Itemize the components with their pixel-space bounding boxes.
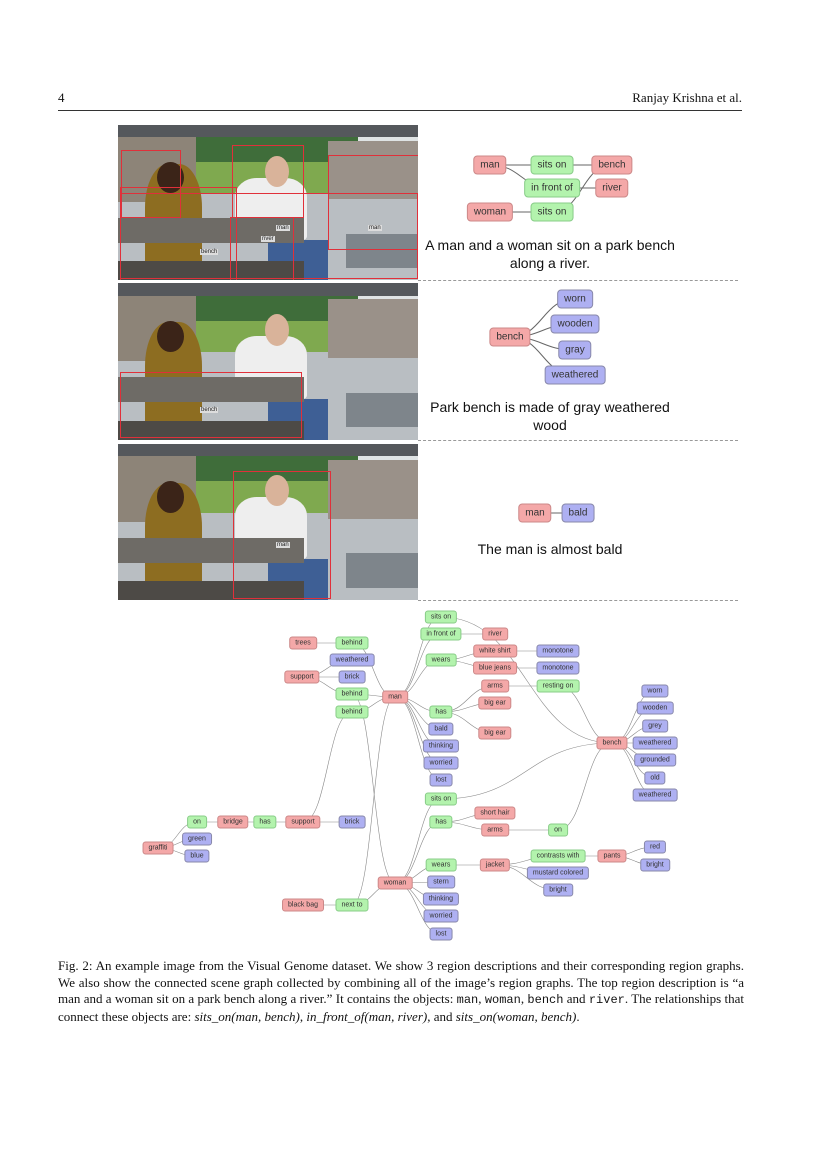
graph-edge <box>352 697 395 905</box>
attribute-node: wooden <box>637 702 674 715</box>
object-node: blue jeans <box>473 662 517 675</box>
object-node: river <box>595 179 628 198</box>
relationship-node: wears <box>426 859 457 872</box>
attribute-node: thinking <box>423 893 459 906</box>
relationship-node: wears <box>426 654 457 667</box>
attribute-node: weathered <box>633 789 678 802</box>
attribute-node: worried <box>424 757 459 770</box>
graph-edge <box>558 686 612 743</box>
object-node: white shirt <box>473 645 517 658</box>
attribute-node: old <box>644 772 665 785</box>
relationship-node: has <box>429 816 452 829</box>
object-node: river <box>482 628 508 641</box>
attribute-node: red <box>644 841 666 854</box>
attribute-node: monotone <box>536 662 579 675</box>
object-node: big ear <box>478 727 511 740</box>
attribute-node: brick <box>339 816 366 829</box>
attribute-node: lost <box>430 774 453 787</box>
object-node: bench <box>596 737 627 750</box>
relationship-node: on <box>187 816 207 829</box>
relationship-node: sits on <box>531 156 574 175</box>
relationship-node: in front of <box>524 179 580 198</box>
attribute-node: weathered <box>545 366 606 385</box>
box-label: river <box>262 236 274 242</box>
attribute-node: brick <box>339 671 366 684</box>
relationship-node: behind <box>335 706 368 719</box>
attribute-node: worn <box>557 290 593 309</box>
attribute-node: stern <box>427 876 455 889</box>
page-number: 4 <box>58 90 65 105</box>
attribute-node: bald <box>428 723 453 736</box>
graph-edge <box>303 712 352 822</box>
graph-edge <box>441 617 612 743</box>
box-label: man <box>277 225 289 231</box>
attribute-node: weathered <box>633 737 678 750</box>
region-description-3: The man is almost bald <box>477 541 623 557</box>
relationship-node: has <box>429 706 452 719</box>
attribute-node: worried <box>424 910 459 923</box>
object-node: jacket <box>480 859 510 872</box>
attribute-node: thinking <box>423 740 459 753</box>
relationship-node: has <box>253 816 276 829</box>
attribute-node: green <box>182 833 212 846</box>
relationship-node: sits on <box>425 793 457 806</box>
graph-edge <box>352 694 395 883</box>
object-node: black bag <box>282 899 324 912</box>
attribute-node: worn <box>641 685 668 698</box>
relationship-node: behind <box>335 688 368 701</box>
box-label: bench <box>201 249 218 255</box>
object-node: pants <box>597 850 626 863</box>
object-node: bridge <box>217 816 248 829</box>
region-description-1: A man and a woman sit on a park bench along a river. <box>425 237 675 271</box>
box-label: man <box>369 225 381 231</box>
object-node: woman <box>467 203 513 222</box>
attribute-node: bright <box>543 884 573 897</box>
box-label: bench <box>201 407 218 413</box>
object-node: support <box>285 816 320 829</box>
object-node: arms <box>481 680 509 693</box>
attribute-node: wooden <box>550 315 599 334</box>
object-node: big ear <box>478 697 511 710</box>
object-node: trees <box>289 637 317 650</box>
object-node: short hair <box>474 807 515 820</box>
attribute-node: mustard colored <box>527 867 589 880</box>
object-node: support <box>284 671 319 684</box>
relationship-node: in front of <box>420 628 461 641</box>
relationship-node: contrasts with <box>531 850 586 863</box>
attribute-node: weathered <box>330 654 375 667</box>
box-label: man <box>277 542 289 548</box>
attribute-node: bald <box>562 504 595 523</box>
object-node: graffiti <box>143 842 174 855</box>
relationship-node: behind <box>335 637 368 650</box>
object-node: woman <box>378 877 413 890</box>
object-node: bench <box>489 328 530 347</box>
object-node: arms <box>481 824 509 837</box>
object-node: man <box>473 156 506 175</box>
object-node: man <box>382 691 408 704</box>
attribute-node: lost <box>430 928 453 941</box>
running-header: Ranjay Krishna et al. <box>632 90 742 105</box>
graph-edge <box>612 743 655 795</box>
relationship-node: sits on <box>531 203 574 222</box>
attribute-node: monotone <box>536 645 579 658</box>
graph-edge <box>558 743 612 830</box>
relationship-node: on <box>548 824 568 837</box>
attribute-node: gray <box>558 341 591 360</box>
attribute-node: blue <box>184 850 209 863</box>
attribute-node: bright <box>640 859 670 872</box>
attribute-node: grounded <box>634 754 676 767</box>
relationship-node: sits on <box>425 611 457 624</box>
relationship-node: resting on <box>537 680 580 693</box>
region-description-2: Park bench is made of gray weathered wood <box>430 399 670 433</box>
relationship-node: next to <box>335 899 368 912</box>
figure-caption: Fig. 2: An example image from the Visual Genome dataset. We show 3 region descriptions and their corresponding region graphs. We also show the connected scene graph collected by combining all of the image’s region graphs. The top region description is “a man and a woman sit on a park bench along a river.” It contains the objects: man, woman, bench and river. The relationships that connect these objects are: sits_on(man, bench), in_front_of(man, river), and sits_on(woman, bench). <box>58 958 744 1024</box>
graph-edge <box>441 743 612 799</box>
object-node: man <box>518 504 551 523</box>
object-node: bench <box>591 156 632 175</box>
attribute-node: grey <box>642 720 668 733</box>
graph-edge <box>612 691 655 743</box>
